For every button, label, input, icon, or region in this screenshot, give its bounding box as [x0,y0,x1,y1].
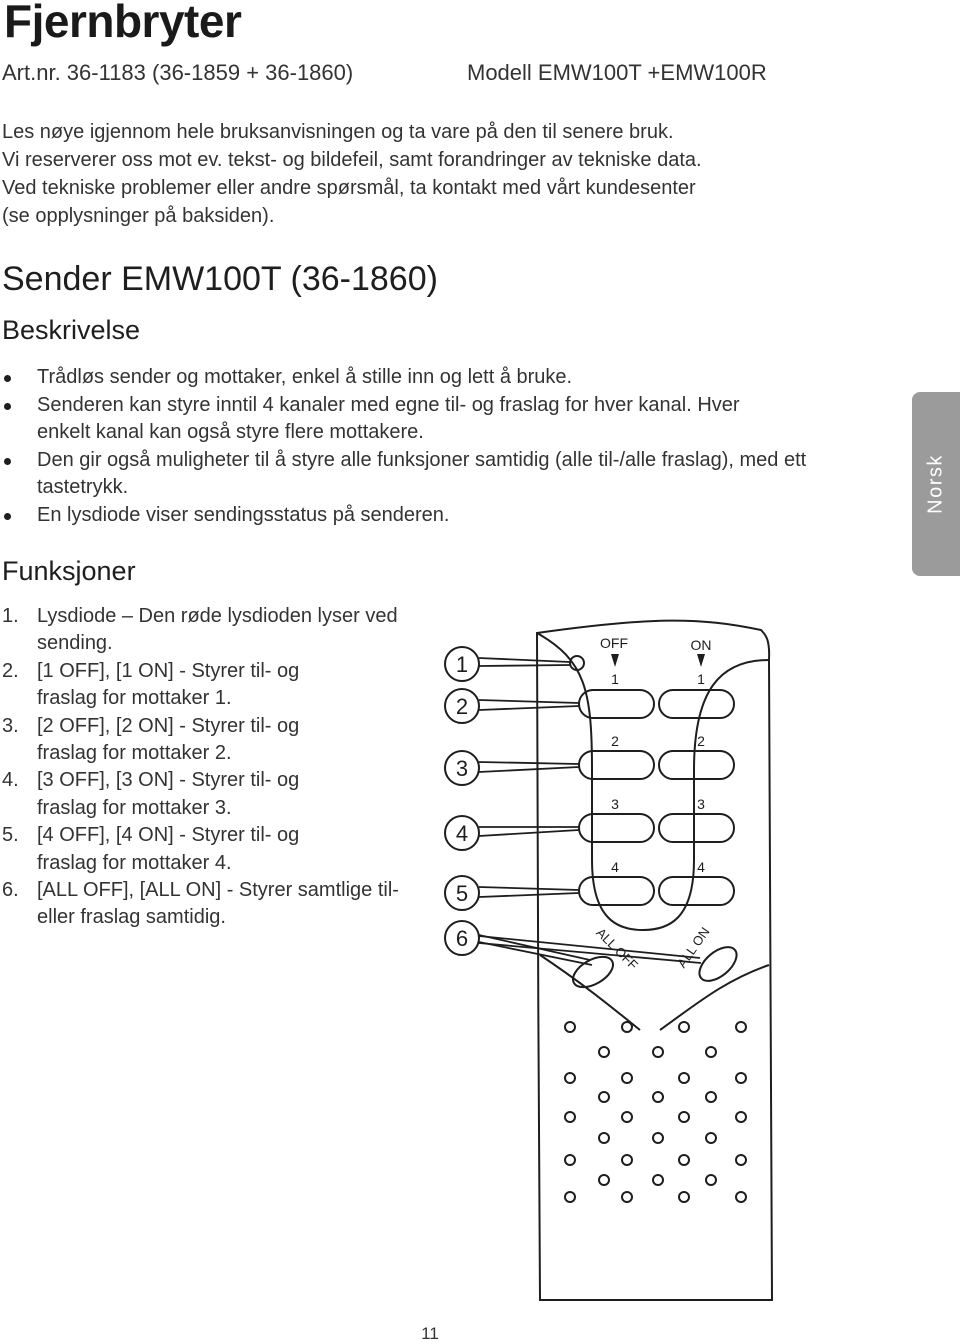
intro-line: Ved tekniske problemer eller andre spørsmål, ta kontakt med vårt kundesenter [2,177,696,199]
callout-number: 2 [455,694,469,719]
function-number: 3. [2,714,19,737]
bullet-item: Senderen kan styre inntil 4 kanaler med egne til- og fraslag for hver kanal. Hver enkelt kanal kan også styre flere mottakere. [0,392,777,447]
callout-number: 3 [455,756,469,781]
channel-label-off: 3 [611,796,619,812]
bullet-item: En lysdiode viser sendingsstatus på senderen. [0,502,880,530]
function-text: [4 OFF], [4 ON] - Styrer til- og fraslag for mottaker 4. [37,824,300,874]
function-text: [2 OFF], [2 ON] - Styrer til- og fraslag for mottaker 2. [37,714,300,765]
function-text: [ALL OFF], [ALL ON] - Styrer samtlige til- eller fraslag samtidig. [37,879,399,929]
function-text: [1 OFF], [1 ON] - Styrer til- og fraslag for mottaker 1. [37,659,300,710]
intro-line: Les nøye igjennom hele bruksanvisningen og ta vare på den til senere bruk. [2,121,674,143]
channel-label-on: 4 [697,859,705,875]
callout-number: 5 [455,881,469,906]
function-number: 5. [2,824,19,847]
page-number: 11 [421,1324,439,1343]
callout-number: 4 [455,821,469,846]
page-title: Fjernbryter [4,0,242,47]
on-label: ON [690,637,712,653]
intro-line: Vi reserverer oss mot ev. tekst- og bildefeil, samt forandringer av tekniske data. [2,149,702,171]
intro-line: (se opplysninger på baksiden). [2,205,275,227]
channel-label-on: 3 [697,796,705,812]
callout-number: 1 [455,652,469,677]
description-heading: Beskrivelse [2,315,141,345]
function-number: 1. [2,605,19,627]
channel-label-off: 4 [611,859,619,875]
model-number: Modell EMW100T +EMW100R [467,60,767,85]
channel-label-on: 1 [697,671,705,687]
bullet-item: Den gir også muligheter til å styre alle funksjoner samtidig (alle til-/alle fraslag), med ett tastetrykk. [0,447,827,502]
bullet-item: Trådløs sender og mottaker, enkel å stille inn og lett å bruke. [0,364,880,392]
callout-line [479,665,570,666]
function-text: [3 OFF], [3 ON] - Styrer til- og fraslag for mottaker 3. [37,769,300,819]
functions-heading: Funksjoner [2,556,136,586]
all-off-label: ALL OFF [593,925,641,973]
callout-number: 6 [455,926,469,951]
all-on-label: ALL ON [674,924,713,971]
language-tab-label: Norsk [924,454,947,514]
section-title: Sender EMW100T (36-1860) [2,260,438,298]
function-text: Lysdiode – Den røde lysdioden lyser ved sending. [37,605,398,655]
channel-label-on: 2 [697,733,705,749]
function-number: 4. [2,769,19,792]
off-label: OFF [600,635,628,651]
function-number: 2. [2,659,19,682]
article-number: Art.nr. 36-1183 (36-1859 + 36-1860) [2,60,354,85]
channel-label-off: 2 [611,733,619,749]
function-number: 6. [2,879,19,902]
channel-label-off: 1 [611,671,619,687]
